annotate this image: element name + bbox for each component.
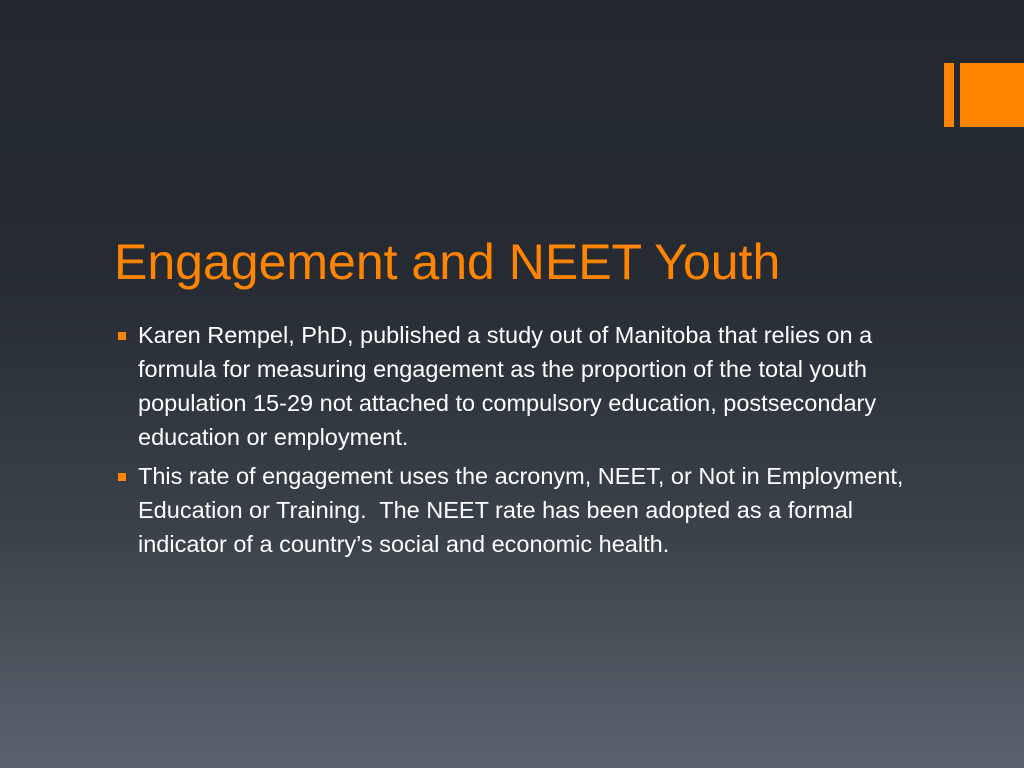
bullet-text: This rate of engagement uses the acronym, NEET, or Not in Employment, Education or Training. The NEET rate has been adopted as a formal indicator of a country’s social and economic health. [138,463,910,557]
square-bullet-icon [118,332,126,340]
accent-bar-thin [944,63,954,127]
bullet-item [118,318,918,454]
accent-bar-thick [960,63,1024,127]
square-bullet-icon [118,473,126,481]
slide-title: Engagement and NEET Youth [114,234,781,290]
bullet-list [118,318,918,566]
bullet-item [118,459,918,561]
bullet-text: Karen Rempel, PhD, published a study out of Manitoba that relies on a formula for measuring engagement as the proportion of the total youth population 15-29 not attached to compulsory education, postsecondary education or employment. [138,322,883,450]
